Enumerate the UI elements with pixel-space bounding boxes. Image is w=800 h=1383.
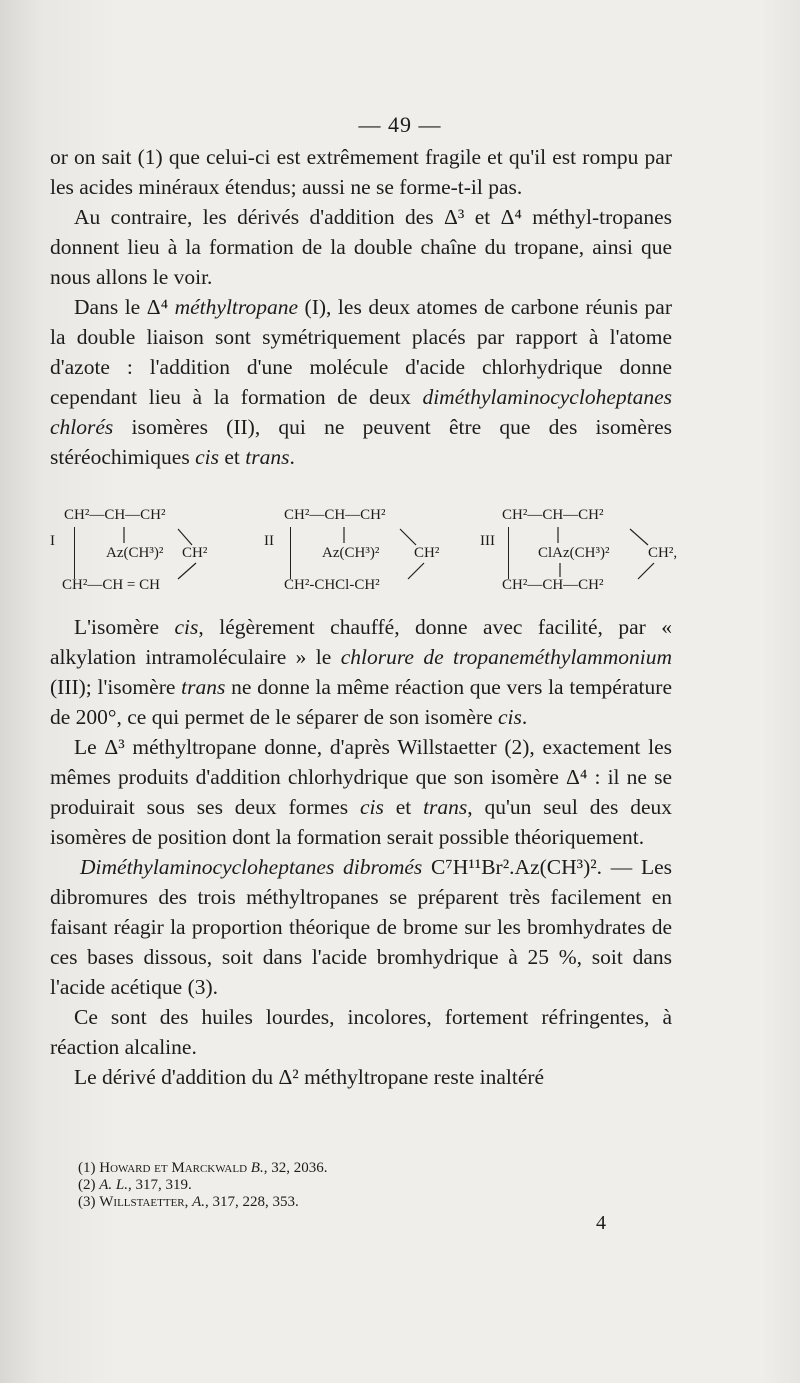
signature-mark: 4 (596, 1212, 606, 1234)
page-number: — 49 — (358, 112, 442, 137)
formula-bottom: CH²—CH = CH (62, 577, 160, 593)
formula-bottom: CH²—CH—CH² (502, 577, 604, 593)
paragraph-dibromes: Diméthylaminocycloheptanes dibromés C⁷H¹¹Br².Az(CH³)². — Les dibromures des trois méthyltropanes se préparent très facilement en faisant réagir la proportion théorique de brome sur les bromhydrates de ces bases dissous, soit dans l'acide bromhydrique à 25 %, soit dans l'acide acétique (3). (50, 855, 672, 999)
paragraph-isomere-cis: L'isomère cis, légèrement chauffé, donne avec facilité, par « alkylation intramoléculaire » le chlorure de tropaneméthylammonium (III); l'isomère trans ne donne la même réaction que vers la température de 200°, ce qui permet de le séparer de son isomère cis. (50, 615, 672, 729)
formula-top: CH²—CH—CH² (502, 507, 604, 523)
formula-right: CH² (414, 545, 440, 561)
structural-formulas (50, 505, 770, 610)
formula-right: CH² (182, 545, 208, 561)
formula-middle: Az(CH³)² (106, 545, 164, 561)
body-text (50, 142, 672, 472)
paragraph-delta3: Le Δ³ méthyltropane donne, d'après Willstaetter (2), exactement les mêmes produits d'addition chlorhydrique que son isomère Δ⁴ : il ne se produirait sous ses deux formes cis et trans, qu'un seul des deux isomères de position dont la formation serait possible théoriquement. (50, 735, 672, 849)
formula-numeral: I (50, 533, 55, 549)
formula-iii (472, 505, 762, 610)
body-text-continued (50, 612, 672, 1092)
footnotes (78, 1160, 578, 1211)
paragraph-last: Le dérivé d'addition du Δ² méthyltropane reste inaltéré (74, 1065, 545, 1089)
paragraph-3: Dans le Δ⁴ méthyltropane (I), les deux atomes de carbone réunis par la double liaison sont symétriquement placés par rapport à l'atome d'azote : l'addition d'une molécule d'acide chlorhydrique donne cependant lieu à la formation de deux diméthylaminocycloheptanes chlorés isomères (II), qui ne peuvent être que des isomères stéréochimiques cis et trans. (50, 295, 672, 469)
formula-top: CH²—CH—CH² (284, 507, 386, 523)
formula-middle: ClAz(CH³)² (538, 545, 610, 561)
formula-numeral: III (480, 533, 495, 549)
footnote-1: (1) Howard et Marckwald B., 32, 2036. (78, 1160, 328, 1176)
footnote-3: (3) Willstaetter, A., 317, 228, 353. (78, 1194, 299, 1210)
formula-middle: Az(CH³)² (322, 545, 380, 561)
formula-bottom: CH²-CHCl-CH² (284, 577, 380, 593)
paragraph-2: Au contraire, les dérivés d'addition des Δ³ et Δ⁴ méthyl-tropanes donnent lieu à la formation de la double chaîne du tropane, ainsi que nous allons le voir. (50, 205, 672, 289)
formula-top: CH²—CH—CH² (64, 507, 166, 523)
formula-numeral: II (264, 533, 274, 549)
footnote-2: (2) A. L., 317, 319. (78, 1177, 192, 1193)
paragraph-huiles: Ce sont des huiles lourdes, incolores, fortement réfringentes, à réaction alcaline. (50, 1005, 672, 1059)
formula-right: CH², (648, 545, 678, 561)
formula-ii (264, 505, 494, 610)
paragraph-1: or on sait (1) que celui-ci est extrêmement fragile et qu'il est rompu par les acides minéraux étendus; aussi ne se forme-t-il pas. (50, 145, 672, 199)
formula-i (50, 505, 250, 610)
